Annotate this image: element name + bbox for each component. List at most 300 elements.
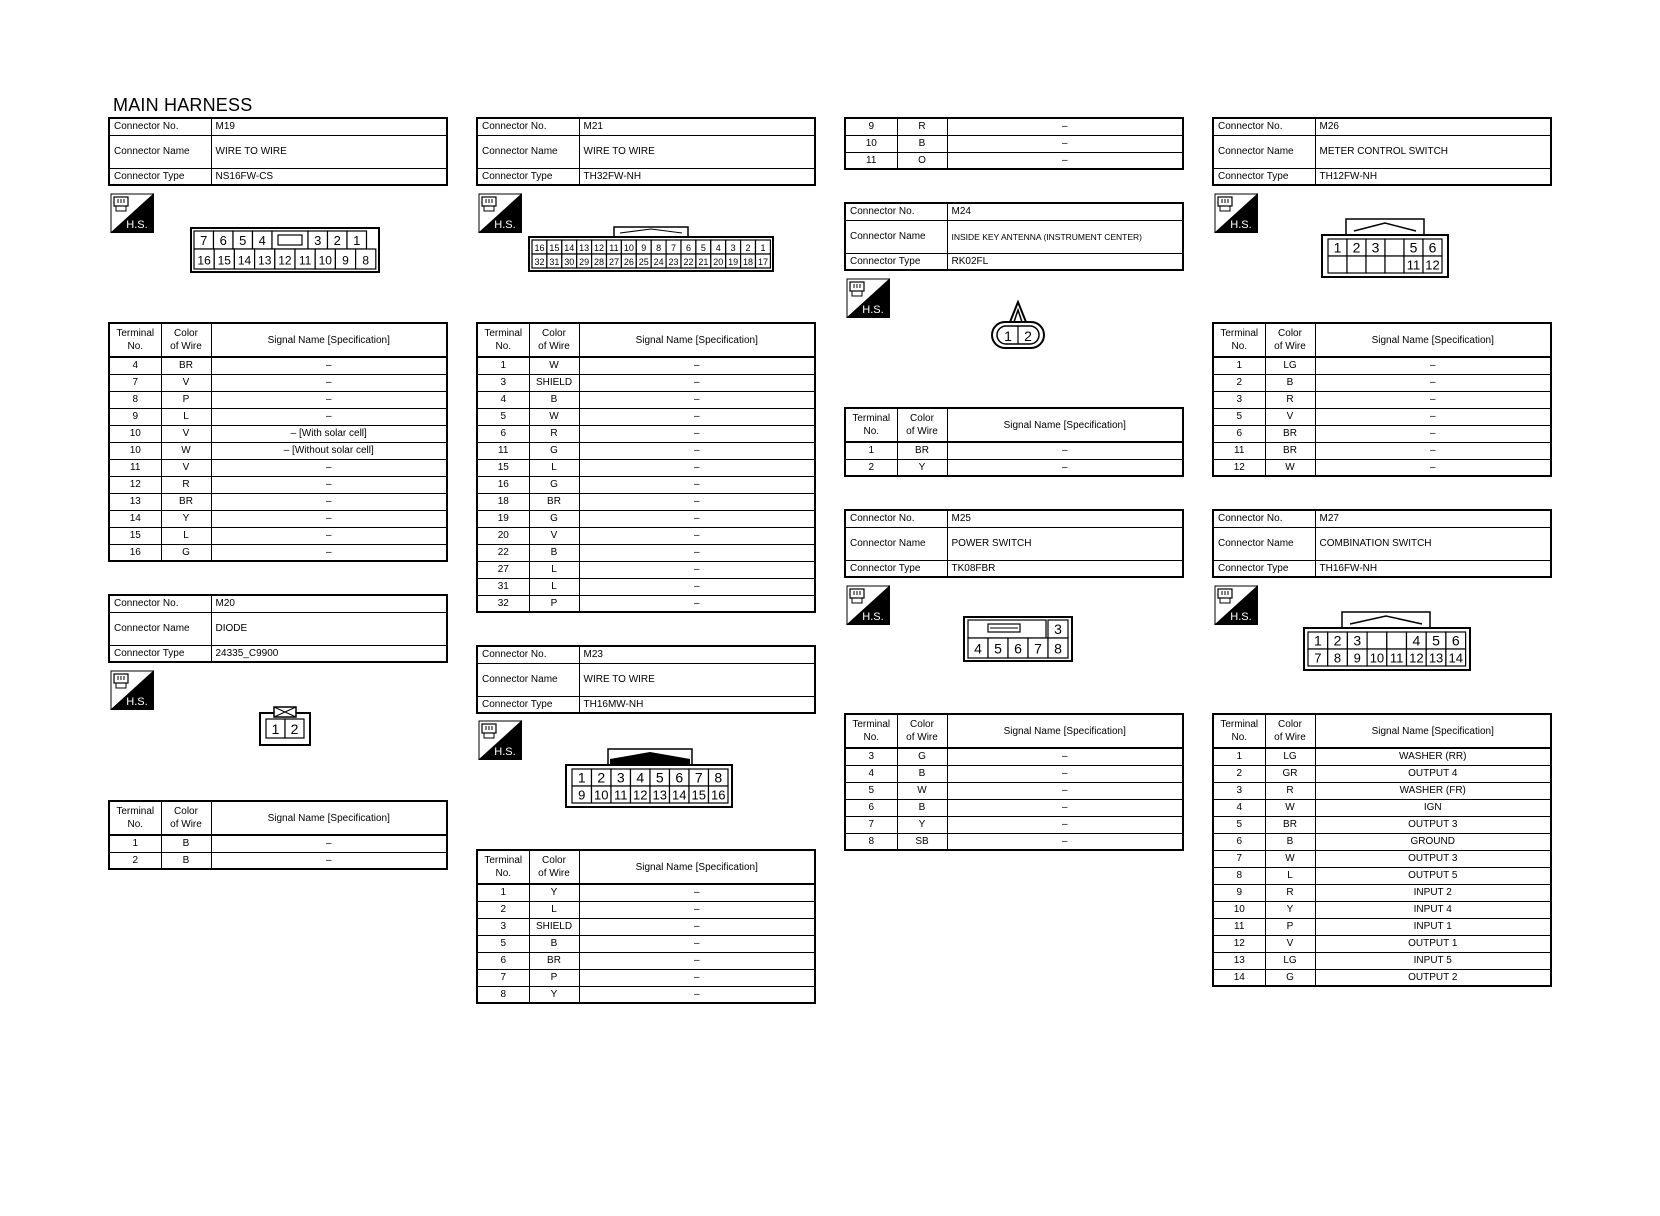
- pin-cell: [711, 254, 726, 268]
- pin-cell: [756, 240, 771, 254]
- pin-number: 5: [1409, 239, 1418, 256]
- pin-cell: [547, 240, 562, 254]
- pin-number: 10: [594, 787, 609, 803]
- terminal-row: [477, 357, 815, 374]
- pin-number: 10: [1369, 650, 1385, 666]
- connector-m27-face: [1302, 608, 1474, 674]
- pin-number: 14: [672, 787, 687, 803]
- pin-cell: [1308, 649, 1328, 666]
- signal-name-header: Signal Name [Specification]: [947, 408, 1183, 442]
- signal-name-cell: –: [579, 544, 815, 561]
- color-of-wire-header: [897, 714, 947, 748]
- signal-name-cell: INPUT 1: [1315, 918, 1551, 935]
- pin-cell: [194, 249, 214, 269]
- pin-number: 19: [728, 256, 739, 267]
- pin-cell: [532, 254, 547, 268]
- connector-no-value: M19: [211, 118, 447, 135]
- connector-type-value: TK08FBR: [947, 560, 1183, 577]
- terminal-row: [1213, 833, 1551, 850]
- pin-cell: [650, 769, 670, 786]
- pin-number: 5: [994, 640, 1002, 657]
- pin-cell: [532, 240, 547, 254]
- signal-name-cell: INPUT 4: [1315, 901, 1551, 918]
- hs-icon: [478, 720, 522, 760]
- pin-cell: [1404, 239, 1423, 256]
- signal-name-cell: –: [211, 510, 447, 527]
- terminal-no-cell: 12: [109, 476, 161, 493]
- signal-name-cell: –: [579, 493, 815, 510]
- pin-cell: [1407, 649, 1427, 666]
- terminal-no-cell: 1: [1213, 748, 1265, 765]
- terminal-no-header: [845, 408, 897, 442]
- color-of-wire-header: [161, 323, 211, 357]
- signal-name-cell: –: [947, 152, 1183, 169]
- page-title: MAIN HARNESS: [113, 95, 253, 115]
- connector-glyph-icon: [850, 282, 864, 296]
- pin-cell: [572, 786, 592, 803]
- connector-no-label: Connector No.: [1213, 510, 1315, 527]
- wire-color-cell: V: [529, 527, 579, 544]
- signal-name-header: Signal Name [Specification]: [211, 801, 447, 835]
- connector-no-label: Connector No.: [1213, 118, 1315, 135]
- signal-name-cell: OUTPUT 3: [1315, 816, 1551, 833]
- wire-color-cell: L: [1265, 867, 1315, 884]
- pin-number: 27: [608, 256, 619, 267]
- connector-name-value: METER CONTROL SWITCH: [1315, 135, 1551, 168]
- pin-cell: [988, 638, 1008, 658]
- terminal-no-cell: 31: [477, 578, 529, 595]
- pin-cell: [592, 240, 607, 254]
- pin-cell: [592, 769, 612, 786]
- terminal-no-header: [477, 323, 529, 357]
- signal-name-cell: – [With solar cell]: [211, 425, 447, 442]
- wire-color-cell: G: [529, 476, 579, 493]
- terminal-no-cell: 6: [845, 799, 897, 816]
- wire-color-cell: G: [529, 442, 579, 459]
- wire-color-cell: LG: [1265, 952, 1315, 969]
- wire-color-cell: BR: [529, 493, 579, 510]
- terminal-row: [477, 969, 815, 986]
- pin-cell: [696, 240, 711, 254]
- pin-number: 1: [577, 769, 586, 786]
- connector-m20-face: [258, 705, 314, 747]
- signal-name-header: Signal Name [Specification]: [1315, 323, 1551, 357]
- connector-m27-terminals: [1212, 713, 1552, 987]
- color-header-line2: of Wire: [538, 341, 570, 352]
- pin-cell: [1366, 256, 1385, 273]
- wire-color-cell: B: [1265, 833, 1315, 850]
- pin-number: 10: [318, 253, 332, 268]
- connector-glyph-icon: [114, 197, 128, 211]
- connector-m19-info: [108, 117, 448, 186]
- pin-number: 5: [239, 233, 247, 248]
- wire-color-cell: V: [161, 425, 211, 442]
- signal-name-cell: –: [211, 527, 447, 544]
- wire-color-cell: W: [529, 357, 579, 374]
- signal-name-cell: –: [211, 835, 447, 852]
- pin-number: 13: [1428, 650, 1444, 666]
- pin-number: 22: [683, 256, 694, 267]
- connector-type-value: TH12FW-NH: [1315, 168, 1551, 185]
- pin-cell: [1328, 239, 1347, 256]
- hs-label: H.S.: [1230, 611, 1252, 623]
- wire-color-cell: R: [161, 476, 211, 493]
- wire-color-cell: G: [161, 544, 211, 561]
- pin-number: 8: [714, 769, 723, 786]
- terminal-row: [477, 544, 815, 561]
- signal-name-cell: –: [579, 391, 815, 408]
- terminal-row: [109, 544, 447, 561]
- wire-color-cell: Y: [529, 986, 579, 1003]
- pin-cell: [1048, 638, 1068, 658]
- connector-type-label: Connector Type: [109, 645, 211, 662]
- pin-cell: [621, 240, 636, 254]
- pin-cell: [1347, 649, 1367, 666]
- wire-color-cell: B: [897, 135, 947, 152]
- signal-name-cell: –: [1315, 459, 1551, 476]
- terminal-header-line1: Terminal: [1220, 719, 1259, 730]
- terminal-row: [477, 374, 815, 391]
- pin-cell: [650, 786, 670, 803]
- pin-number: 12: [594, 242, 605, 253]
- signal-name-cell: –: [579, 527, 815, 544]
- wire-color-cell: Y: [161, 510, 211, 527]
- terminal-header-line2: No.: [127, 819, 144, 830]
- wire-color-cell: Y: [897, 816, 947, 833]
- connector-m19-terminals: [108, 322, 448, 562]
- terminal-no-header: [477, 850, 529, 884]
- terminal-row: [477, 901, 815, 918]
- pin-number: 9: [342, 253, 349, 268]
- terminal-no-cell: 6: [1213, 425, 1265, 442]
- terminal-row: [845, 782, 1183, 799]
- wire-color-cell: L: [161, 408, 211, 425]
- connector-m23-terminals: [476, 849, 816, 1004]
- pin-number: 21: [698, 256, 709, 267]
- signal-name-cell: –: [947, 118, 1183, 135]
- pin-cell: [741, 240, 756, 254]
- color-header-line1: Color: [174, 806, 198, 817]
- wire-color-cell: G: [529, 510, 579, 527]
- terminal-row: [1213, 765, 1551, 782]
- pin-number: 17: [757, 256, 768, 267]
- connector-name-value: POWER SWITCH: [947, 527, 1183, 560]
- connector-name-label: Connector Name: [845, 220, 947, 253]
- connector-type-value: TH16MW-NH: [579, 696, 815, 713]
- signal-name-cell: –: [947, 833, 1183, 850]
- pin-cell: [1366, 239, 1385, 256]
- signal-name-header: Signal Name [Specification]: [579, 323, 815, 357]
- terminal-row: [1213, 816, 1551, 833]
- pin-number: 28: [594, 256, 605, 267]
- hs-icon: [110, 193, 154, 233]
- connector-name-value: WIRE TO WIRE: [211, 135, 447, 168]
- pin-cell: [1328, 632, 1348, 649]
- pin-number: 2: [1333, 632, 1342, 649]
- signal-name-cell: –: [211, 374, 447, 391]
- terminal-no-cell: 1: [845, 442, 897, 459]
- signal-name-cell: –: [1315, 391, 1551, 408]
- terminal-header-line2: No.: [863, 732, 880, 743]
- terminal-row: [845, 459, 1183, 476]
- pin-number: 6: [1451, 632, 1460, 649]
- connector-no-label: Connector No.: [477, 646, 579, 663]
- connector-type-value: TH32FW-NH: [579, 168, 815, 185]
- terminal-no-cell: 5: [845, 782, 897, 799]
- signal-name-cell: –: [947, 748, 1183, 765]
- pin-number: 7: [694, 769, 703, 786]
- wire-color-cell: G: [1265, 969, 1315, 986]
- terminal-no-cell: 8: [109, 391, 161, 408]
- signal-name-header: Signal Name [Specification]: [947, 714, 1183, 748]
- signal-name-cell: WASHER (RR): [1315, 748, 1551, 765]
- pin-number: 23: [668, 256, 679, 267]
- pin-number: 11: [614, 787, 628, 803]
- wire-color-cell: Y: [897, 459, 947, 476]
- terminal-no-cell: 4: [845, 765, 897, 782]
- terminal-row: [1213, 952, 1551, 969]
- signal-name-cell: –: [579, 901, 815, 918]
- terminal-row: [477, 986, 815, 1003]
- pin-cell: [562, 240, 577, 254]
- terminal-row: [477, 884, 815, 901]
- pin-number: 29: [579, 256, 590, 267]
- connector-type-value: 24335_C9900: [211, 645, 447, 662]
- pin-cell: [670, 769, 690, 786]
- pin-number: 14: [564, 242, 575, 253]
- signal-name-cell: –: [947, 816, 1183, 833]
- connector-no-value: M25: [947, 510, 1183, 527]
- signal-name-cell: WASHER (FR): [1315, 782, 1551, 799]
- connector-m25-terminals: [844, 713, 1184, 851]
- connector-no-value: M21: [579, 118, 815, 135]
- pin-cell: [670, 786, 690, 803]
- pin-number: 12: [1409, 650, 1424, 666]
- pin-number: 13: [579, 242, 590, 253]
- pin-number: 3: [1353, 632, 1362, 649]
- wire-color-cell: BR: [1265, 816, 1315, 833]
- pin-cell: [1347, 256, 1366, 273]
- signal-name-header: Signal Name [Specification]: [1315, 714, 1551, 748]
- terminal-row: [477, 578, 815, 595]
- pin-cell: [1426, 649, 1446, 666]
- terminal-row: [845, 799, 1183, 816]
- connector-glyph-icon: [482, 197, 496, 211]
- wire-color-cell: P: [529, 595, 579, 612]
- wire-color-cell: L: [529, 459, 579, 476]
- hs-icon: [1214, 193, 1258, 233]
- wire-color-cell: G: [897, 748, 947, 765]
- terminal-no-cell: 3: [477, 918, 529, 935]
- connector-type-label: Connector Type: [845, 560, 947, 577]
- pin-number: 3: [314, 233, 322, 248]
- wire-color-cell: V: [1265, 408, 1315, 425]
- terminal-no-cell: 16: [477, 476, 529, 493]
- pin-number: 11: [298, 253, 312, 268]
- pin-cell: [689, 786, 709, 803]
- wire-color-cell: V: [161, 374, 211, 391]
- wire-color-cell: P: [161, 391, 211, 408]
- terminal-row: [477, 561, 815, 578]
- terminal-no-cell: 12: [1213, 459, 1265, 476]
- terminal-no-cell: 10: [109, 425, 161, 442]
- pin-number: 14: [237, 253, 252, 268]
- signal-name-cell: –: [579, 918, 815, 935]
- wire-color-cell: LG: [1265, 748, 1315, 765]
- terminal-no-cell: 6: [1213, 833, 1265, 850]
- color-header-line1: Color: [542, 855, 566, 866]
- pin-number: 12: [278, 253, 292, 268]
- wire-color-cell: B: [897, 765, 947, 782]
- wire-color-cell: BR: [897, 442, 947, 459]
- signal-name-cell: OUTPUT 1: [1315, 935, 1551, 952]
- pin-number: 7: [671, 242, 677, 253]
- connector-type-label: Connector Type: [477, 168, 579, 185]
- connector-name-label: Connector Name: [1213, 527, 1315, 560]
- wire-color-cell: P: [529, 969, 579, 986]
- connector-glyph-icon: [850, 589, 864, 603]
- pin-number: 1: [271, 720, 280, 737]
- pin-cell: [651, 240, 666, 254]
- pin-number: 8: [1054, 640, 1062, 657]
- pin-number: 2: [745, 242, 751, 253]
- connector-name-value: COMBINATION SWITCH: [1315, 527, 1551, 560]
- color-header-line2: of Wire: [538, 868, 570, 879]
- terminal-no-cell: 7: [477, 969, 529, 986]
- pin-number: 4: [715, 242, 721, 253]
- terminal-no-cell: 20: [477, 527, 529, 544]
- signal-name-cell: OUTPUT 3: [1315, 850, 1551, 867]
- terminal-row: [1213, 918, 1551, 935]
- terminal-no-cell: 14: [109, 510, 161, 527]
- signal-name-cell: –: [1315, 408, 1551, 425]
- wire-color-cell: B: [529, 391, 579, 408]
- terminal-row: [1213, 391, 1551, 408]
- connector-glyph-icon: [1218, 197, 1232, 211]
- terminal-row: [109, 374, 447, 391]
- pin-number: 14: [1448, 650, 1463, 666]
- pin-cell: [1308, 632, 1328, 649]
- terminal-no-cell: 13: [109, 493, 161, 510]
- signal-name-cell: –: [947, 782, 1183, 799]
- terminal-header-line1: Terminal: [1220, 328, 1259, 339]
- wire-color-cell: W: [1265, 459, 1315, 476]
- pin-number: 30: [564, 256, 575, 267]
- wire-color-cell: W: [529, 408, 579, 425]
- wire-color-cell: R: [1265, 884, 1315, 901]
- wire-color-cell: LG: [1265, 357, 1315, 374]
- pin-number: 6: [685, 242, 691, 253]
- pin-cell: [1367, 649, 1387, 666]
- pin-cell: [572, 769, 592, 786]
- connector-no-value: M24: [947, 203, 1183, 220]
- pin-number: 4: [1412, 632, 1421, 649]
- pin-number: 6: [1428, 239, 1437, 256]
- pin-cell: [756, 254, 771, 268]
- pin-number: 5: [1432, 632, 1440, 649]
- pin-cell: [1387, 649, 1407, 666]
- terminal-no-cell: 5: [477, 935, 529, 952]
- color-header-line2: of Wire: [170, 819, 202, 830]
- signal-name-cell: –: [579, 595, 815, 612]
- color-header-line1: Color: [542, 328, 566, 339]
- connector-m23-info: [476, 645, 816, 714]
- terminal-no-cell: 3: [1213, 391, 1265, 408]
- connector-type-value: NS16FW-CS: [211, 168, 447, 185]
- pin-cell: [968, 638, 988, 658]
- terminal-row: [1213, 799, 1551, 816]
- pin-cell: [1426, 632, 1446, 649]
- pin-number: 3: [1054, 621, 1062, 638]
- terminal-no-cell: 10: [1213, 901, 1265, 918]
- terminal-no-cell: 3: [477, 374, 529, 391]
- terminal-row: [845, 442, 1183, 459]
- terminal-no-cell: 5: [1213, 408, 1265, 425]
- terminal-row: [109, 852, 447, 869]
- pin-number: 2: [1024, 328, 1032, 344]
- terminal-row: [845, 816, 1183, 833]
- pin-cell: [726, 254, 741, 268]
- terminal-row: [845, 765, 1183, 782]
- pin-cell: [636, 240, 651, 254]
- pin-cell: [631, 769, 651, 786]
- connector-name-value: DIODE: [211, 612, 447, 645]
- color-header-line1: Color: [1278, 328, 1302, 339]
- terminal-no-cell: 27: [477, 561, 529, 578]
- pin-cell: [266, 719, 285, 738]
- wire-color-cell: BR: [1265, 425, 1315, 442]
- pin-cell: [709, 769, 729, 786]
- connector-type-value: RK02FL: [947, 253, 1183, 270]
- wire-color-cell: R: [529, 425, 579, 442]
- wire-color-cell: L: [529, 901, 579, 918]
- terminal-no-cell: 10: [845, 135, 897, 152]
- terminal-row: [109, 476, 447, 493]
- terminal-no-cell: 3: [845, 748, 897, 765]
- connector-type-label: Connector Type: [1213, 168, 1315, 185]
- pin-number: 6: [675, 769, 684, 786]
- terminal-row: [845, 135, 1183, 152]
- wire-color-cell: B: [161, 852, 211, 869]
- connector-m26-info: [1212, 117, 1552, 186]
- pin-number: 8: [656, 242, 662, 253]
- wire-color-cell: L: [529, 578, 579, 595]
- pin-cell: [1347, 239, 1366, 256]
- signal-name-cell: –: [1315, 374, 1551, 391]
- color-of-wire-header: [1265, 323, 1315, 357]
- pin-cell: [234, 249, 254, 269]
- pin-cell: [315, 249, 335, 269]
- pin-cell: [1407, 632, 1427, 649]
- terminal-header-line2: No.: [127, 341, 144, 352]
- signal-name-cell: INPUT 2: [1315, 884, 1551, 901]
- terminal-row: [477, 510, 815, 527]
- terminal-row: [109, 408, 447, 425]
- signal-name-cell: OUTPUT 4: [1315, 765, 1551, 782]
- pin-cell: [592, 254, 607, 268]
- pin-cell: [1048, 620, 1068, 638]
- terminal-row: [477, 952, 815, 969]
- color-header-line1: Color: [910, 413, 934, 424]
- signal-name-cell: – [Without solar cell]: [211, 442, 447, 459]
- signal-name-cell: –: [947, 135, 1183, 152]
- pin-cell: [1404, 256, 1423, 273]
- terminal-row: [109, 527, 447, 544]
- terminal-no-cell: 1: [477, 884, 529, 901]
- terminal-row: [1213, 782, 1551, 799]
- terminal-no-cell: 6: [477, 952, 529, 969]
- terminal-row: [1213, 442, 1551, 459]
